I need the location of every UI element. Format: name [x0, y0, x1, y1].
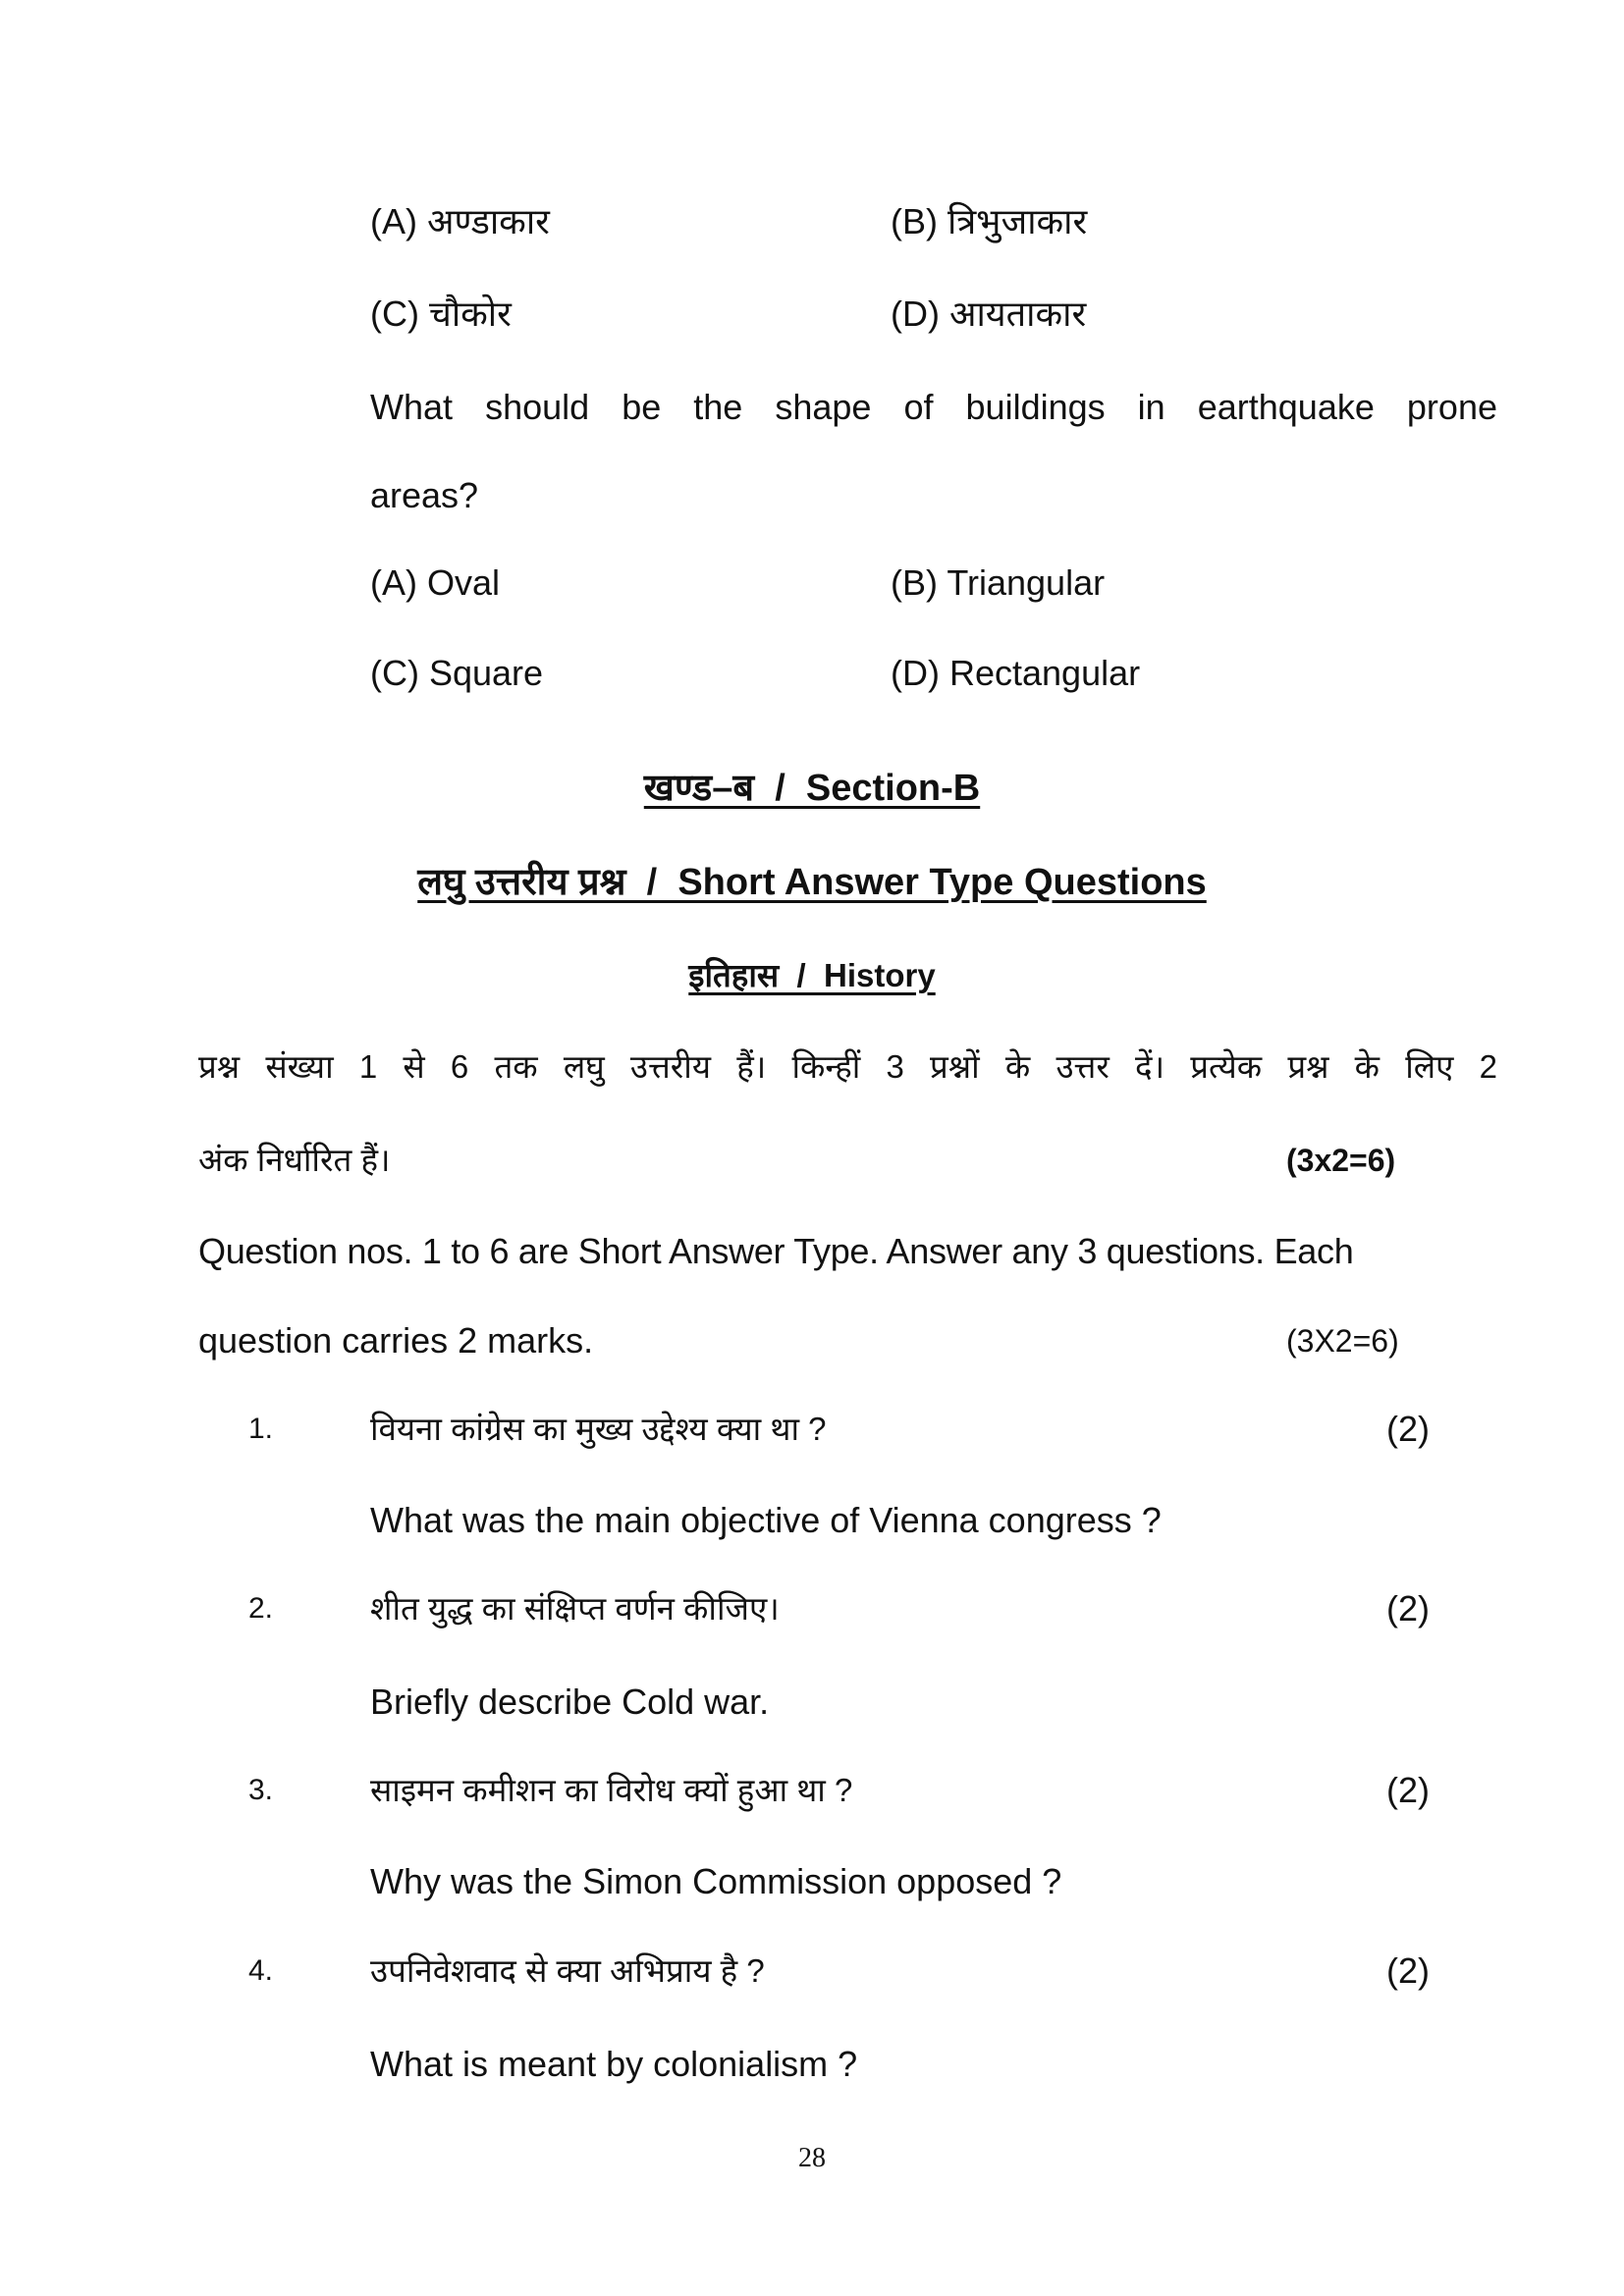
subject-heading	[0, 955, 1624, 996]
word: in	[1137, 387, 1165, 427]
instructions-hindi-marks: (3x2=6)	[1286, 1143, 1396, 1178]
option-a-hindi: (A) अण्डाकार	[370, 201, 550, 241]
page-number: 28	[798, 2143, 826, 2173]
word: 6	[450, 1048, 469, 1085]
question-number: 1.	[248, 1413, 274, 1445]
word: प्रश्नों	[930, 1048, 980, 1085]
question-number: 3.	[248, 1774, 274, 1806]
question-marks: (2)	[1386, 1588, 1430, 1629]
word: be	[622, 387, 662, 427]
section-heading-text: खण्ड–ब / Section-B	[643, 768, 981, 809]
question-english: Why was the Simon Commission opposed ?	[370, 1861, 1062, 1901]
word: प्रत्येक	[1190, 1048, 1263, 1085]
word: हैं।	[736, 1048, 767, 1085]
word: संख्या	[265, 1048, 334, 1085]
subject-heading-text: इतिहास / History	[688, 957, 936, 993]
question-english-line1	[370, 386, 1497, 429]
word: किन्हीं	[791, 1048, 861, 1085]
option-b-english: (B) Triangular	[891, 562, 1106, 603]
question-english: What was the main objective of Vienna congress ?	[370, 1500, 1162, 1540]
instructions-hindi-line1	[198, 1045, 1497, 1089]
question-marks: (2)	[1386, 1950, 1430, 1991]
word: उत्तर	[1056, 1048, 1110, 1085]
option-c-english: (C) Square	[370, 653, 544, 693]
question-hindi: शीत युद्ध का संक्षिप्त वर्णन कीजिए।	[370, 1590, 780, 1627]
option-b-hindi: (B) त्रिभुजाकार	[891, 201, 1088, 241]
word: लिए	[1405, 1048, 1454, 1085]
question-english: What is meant by colonialism ?	[370, 2044, 858, 2084]
instructions-english-marks: (3X2=6)	[1286, 1323, 1399, 1359]
word: 2	[1479, 1048, 1497, 1085]
word: of	[903, 387, 934, 427]
word: shape	[775, 387, 872, 427]
word: के	[1354, 1048, 1380, 1085]
section-heading	[0, 766, 1624, 811]
word: prone	[1406, 387, 1497, 427]
question-hindi: उपनिवेशवाद से क्या अभिप्राय है ?	[370, 1952, 765, 1989]
instructions-english-line1: Question nos. 1 to 6 are Short Answer Type. Answer any 3 questions. Each	[198, 1231, 1354, 1271]
word: the	[693, 387, 743, 427]
word: buildings	[965, 387, 1106, 427]
question-type-heading	[0, 860, 1624, 905]
question-hindi: साइमन कमीशन का विरोध क्यों हुआ था ?	[370, 1772, 853, 1808]
question-english: Briefly describe Cold war.	[370, 1682, 770, 1722]
word: should	[485, 387, 590, 427]
word: के	[1004, 1048, 1031, 1085]
instructions-hindi-line2: अंक निर्धारित हैं।	[198, 1142, 391, 1178]
option-d-hindi: (D) आयताकार	[891, 294, 1087, 334]
word: उत्तरीय	[629, 1048, 711, 1085]
word: What	[370, 387, 454, 427]
option-d-english: (D) Rectangular	[891, 653, 1141, 693]
option-a-english: (A) Oval	[370, 562, 501, 603]
word: 1	[358, 1048, 378, 1085]
word: प्रश्न	[198, 1048, 241, 1085]
word: से	[403, 1048, 425, 1085]
question-number: 4.	[248, 1954, 274, 1987]
question-marks: (2)	[1386, 1409, 1430, 1449]
word: तक	[494, 1048, 538, 1085]
word: दें।	[1135, 1048, 1165, 1085]
word: प्रश्न	[1287, 1048, 1329, 1085]
word: 3	[886, 1048, 904, 1085]
word: लघु	[563, 1048, 605, 1085]
question-marks: (2)	[1386, 1770, 1430, 1810]
question-type-heading-text: लघु उत्तरीय प्रश्न / Short Answer Type Questions	[417, 862, 1207, 903]
word: earthquake	[1197, 387, 1375, 427]
option-c-hindi: (C) चौकोर	[370, 294, 512, 334]
question-number: 2.	[248, 1592, 274, 1625]
instructions-english-line2: question carries 2 marks.	[198, 1320, 594, 1361]
question-hindi: वियना कांग्रेस का मुख्य उद्देश्य क्या था ?	[370, 1411, 827, 1447]
question-english-line2: areas?	[370, 475, 479, 515]
